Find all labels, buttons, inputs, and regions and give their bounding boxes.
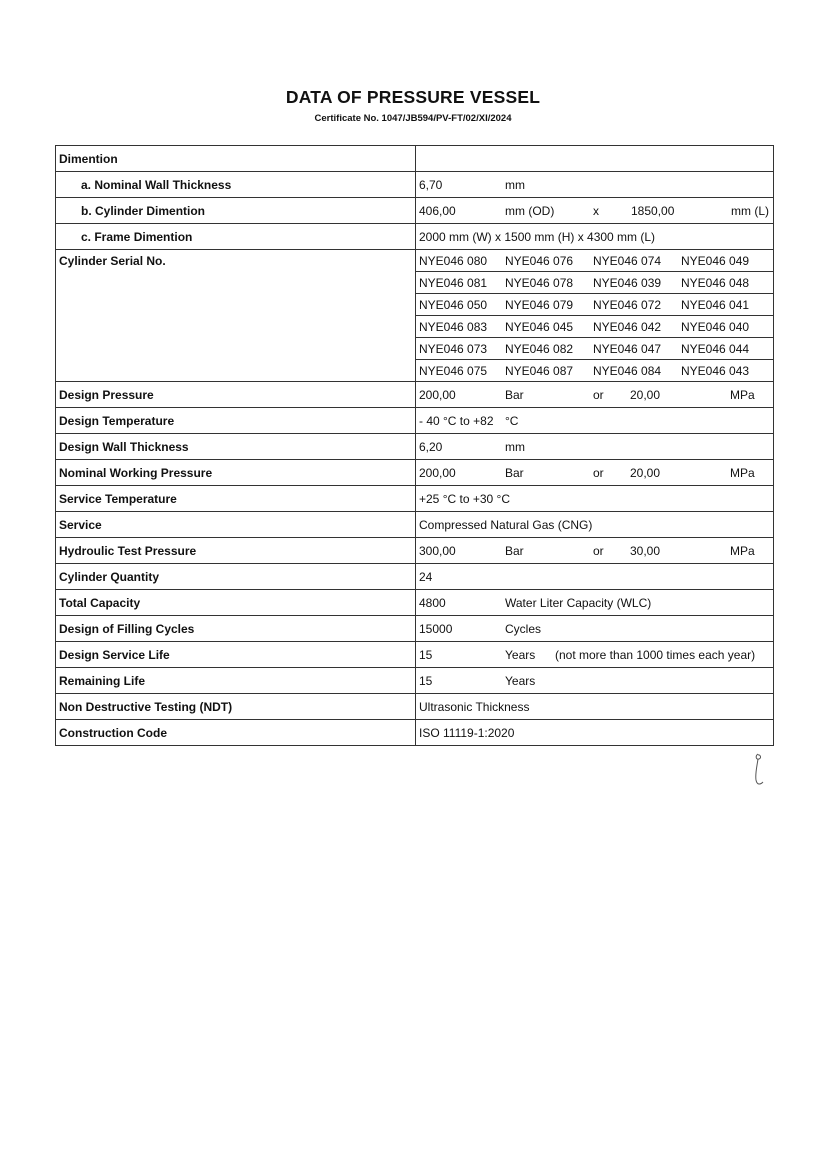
row-value bbox=[416, 146, 774, 172]
table-row bbox=[56, 408, 774, 434]
row-label: Cylinder Quantity bbox=[56, 564, 416, 590]
value: 30,00 bbox=[630, 543, 661, 558]
serial-row bbox=[416, 294, 774, 316]
row-label-empty bbox=[56, 360, 416, 382]
row-label: c. Frame Dimention bbox=[56, 224, 416, 250]
value: 6,20 bbox=[419, 439, 443, 454]
unit: mm (L) bbox=[731, 203, 769, 218]
serial-number: NYE046 048 bbox=[681, 275, 750, 290]
value: 15 bbox=[419, 673, 433, 688]
serial-number: NYE046 072 bbox=[593, 297, 662, 312]
row-label: Dimention bbox=[56, 146, 416, 172]
row-value: Compressed Natural Gas (CNG) bbox=[416, 512, 774, 538]
serial-number: NYE046 050 bbox=[419, 297, 488, 312]
serial-number: NYE046 082 bbox=[505, 341, 574, 356]
serial-row bbox=[416, 316, 774, 338]
row-label: Nominal Working Pressure bbox=[56, 460, 416, 486]
serial-number: NYE046 078 bbox=[505, 275, 574, 290]
row-label: a. Nominal Wall Thickness bbox=[56, 172, 416, 198]
table-row bbox=[56, 382, 774, 408]
table-row bbox=[56, 360, 774, 382]
row-label-empty bbox=[56, 294, 416, 316]
row-label: Service Temperature bbox=[56, 486, 416, 512]
table-row bbox=[56, 250, 774, 272]
handwritten-initial-mark bbox=[752, 752, 768, 788]
row-value: Ultrasonic Thickness bbox=[416, 694, 774, 720]
value: 20,00 bbox=[630, 465, 661, 480]
value: 4800 bbox=[419, 595, 446, 610]
serial-number: NYE046 045 bbox=[505, 319, 574, 334]
serial-row bbox=[416, 272, 774, 294]
or-text: or bbox=[593, 387, 604, 402]
unit: mm bbox=[505, 177, 525, 192]
row-label: Design of Filling Cycles bbox=[56, 616, 416, 642]
serial-row bbox=[416, 338, 774, 360]
serial-number: NYE046 074 bbox=[593, 253, 662, 268]
row-label: Total Capacity bbox=[56, 590, 416, 616]
table-row bbox=[56, 172, 774, 198]
row-label: Service bbox=[56, 512, 416, 538]
unit: °C bbox=[505, 413, 519, 428]
serial-number: NYE046 083 bbox=[419, 319, 488, 334]
unit: MPa bbox=[730, 387, 755, 402]
table-row bbox=[56, 272, 774, 294]
row-label: Hydroulic Test Pressure bbox=[56, 538, 416, 564]
value: 200,00 bbox=[419, 387, 456, 402]
row-value bbox=[416, 642, 774, 668]
row-label: Cylinder Serial No. bbox=[56, 250, 416, 272]
value: - 40 °C to +82 bbox=[419, 413, 494, 428]
row-value bbox=[416, 198, 774, 224]
serial-number: NYE046 042 bbox=[593, 319, 662, 334]
table-row bbox=[56, 694, 774, 720]
value: 1850,00 bbox=[631, 203, 675, 218]
table-row bbox=[56, 460, 774, 486]
row-value bbox=[416, 408, 774, 434]
row-value bbox=[416, 434, 774, 460]
value: 15000 bbox=[419, 621, 453, 636]
unit: Bar bbox=[505, 465, 524, 480]
unit: mm (OD) bbox=[505, 203, 555, 218]
serial-number: NYE046 049 bbox=[681, 253, 750, 268]
row-value bbox=[416, 172, 774, 198]
row-value bbox=[416, 382, 774, 408]
unit: MPa bbox=[730, 465, 755, 480]
value: 300,00 bbox=[419, 543, 456, 558]
row-value: ISO 11119-1:2020 bbox=[416, 720, 774, 746]
row-label: Construction Code bbox=[56, 720, 416, 746]
serial-row bbox=[416, 250, 774, 272]
row-value bbox=[416, 590, 774, 616]
serial-number: NYE046 081 bbox=[419, 275, 488, 290]
serial-number: NYE046 084 bbox=[593, 363, 662, 378]
serial-number: NYE046 076 bbox=[505, 253, 574, 268]
row-label: Design Temperature bbox=[56, 408, 416, 434]
row-value: 24 bbox=[416, 564, 774, 590]
table-row bbox=[56, 198, 774, 224]
serial-number: NYE046 039 bbox=[593, 275, 662, 290]
table-row bbox=[56, 642, 774, 668]
value: 406,00 bbox=[419, 203, 456, 218]
serial-number: NYE046 040 bbox=[681, 319, 750, 334]
serial-row bbox=[416, 360, 774, 382]
or-text: or bbox=[593, 543, 604, 558]
row-value: +25 °C to +30 °C bbox=[416, 486, 774, 512]
table-row bbox=[56, 294, 774, 316]
unit: mm bbox=[505, 439, 525, 454]
row-label-empty bbox=[56, 338, 416, 360]
separator: x bbox=[593, 203, 599, 218]
table-row bbox=[56, 590, 774, 616]
row-label: Design Pressure bbox=[56, 382, 416, 408]
value: 200,00 bbox=[419, 465, 456, 480]
or-text: or bbox=[593, 465, 604, 480]
page-title: DATA OF PRESSURE VESSEL bbox=[285, 87, 541, 107]
serial-number: NYE046 041 bbox=[681, 297, 750, 312]
table-row bbox=[56, 224, 774, 250]
unit: Bar bbox=[505, 543, 524, 558]
serial-number: NYE046 047 bbox=[593, 341, 662, 356]
unit: Years bbox=[505, 673, 536, 688]
note: (not more than 1000 times each year) bbox=[555, 647, 756, 662]
unit: Water Liter Capacity (WLC) bbox=[505, 595, 652, 610]
unit: Bar bbox=[505, 387, 524, 402]
row-label: Design Service Life bbox=[56, 642, 416, 668]
row-value bbox=[416, 460, 774, 486]
row-label: Non Destructive Testing (NDT) bbox=[56, 694, 416, 720]
table-row bbox=[56, 512, 774, 538]
table-row bbox=[56, 616, 774, 642]
table-row bbox=[56, 720, 774, 746]
table-row bbox=[56, 316, 774, 338]
table-row bbox=[56, 146, 774, 172]
value: 20,00 bbox=[630, 387, 661, 402]
serial-number: NYE046 043 bbox=[681, 363, 750, 378]
serial-number: NYE046 073 bbox=[419, 341, 488, 356]
serial-number: NYE046 044 bbox=[681, 341, 750, 356]
row-label: Design Wall Thickness bbox=[56, 434, 416, 460]
row-label-empty bbox=[56, 272, 416, 294]
table-row bbox=[56, 564, 774, 590]
value: 6,70 bbox=[419, 177, 443, 192]
table-row bbox=[56, 434, 774, 460]
pressure-vessel-data-table bbox=[55, 145, 774, 746]
unit: Cycles bbox=[505, 621, 542, 636]
row-value: 2000 mm (W) x 1500 mm (H) x 4300 mm (L) bbox=[416, 224, 774, 250]
unit: MPa bbox=[730, 543, 755, 558]
row-value bbox=[416, 668, 774, 694]
serial-number: NYE046 079 bbox=[505, 297, 574, 312]
serial-number: NYE046 075 bbox=[419, 363, 488, 378]
row-label-empty bbox=[56, 316, 416, 338]
row-value bbox=[416, 538, 774, 564]
row-label: b. Cylinder Dimention bbox=[56, 198, 416, 224]
table-row bbox=[56, 338, 774, 360]
table-row bbox=[56, 486, 774, 512]
certificate-number: Certificate No. 1047/JB594/PV-FT/02/XI/2024 bbox=[314, 113, 512, 124]
value: 15 bbox=[419, 647, 433, 662]
unit: Years bbox=[505, 647, 536, 662]
serial-number: NYE046 080 bbox=[419, 253, 488, 268]
row-value bbox=[416, 616, 774, 642]
table-row bbox=[56, 668, 774, 694]
row-label: Remaining Life bbox=[56, 668, 416, 694]
table-row bbox=[56, 538, 774, 564]
serial-number: NYE046 087 bbox=[505, 363, 574, 378]
